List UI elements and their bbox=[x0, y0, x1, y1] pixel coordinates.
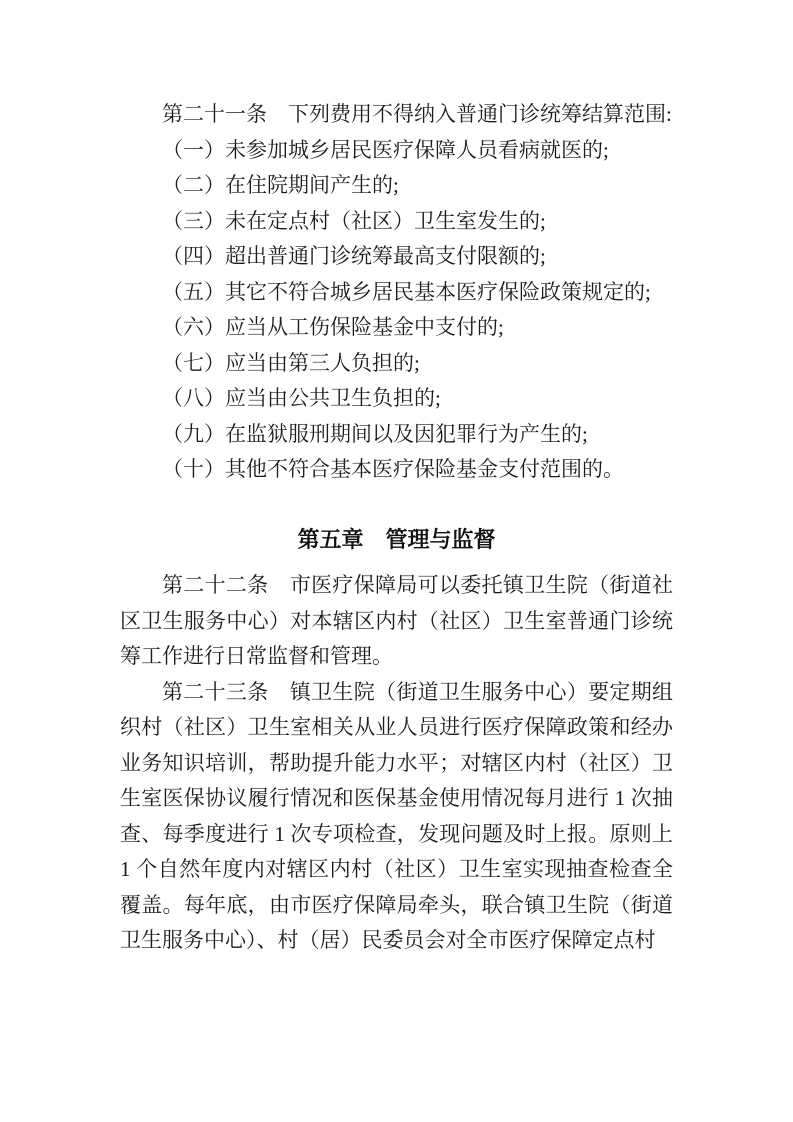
article-21-item-4: （四）超出普通门诊统筹最高支付限额的; bbox=[162, 244, 546, 268]
chapter-5-heading: 第五章 管理与监督 bbox=[297, 526, 496, 552]
article-21-item-9: （九）在监狱服刑期间以及因犯罪行为产生的; bbox=[162, 421, 588, 446]
article-21-item-6: （六）应当从工伤保险基金中支付的; bbox=[162, 315, 504, 339]
article-21-item-1: （一）未参加城乡居民医疗保障人员看病就医的; bbox=[162, 137, 609, 162]
document-content bbox=[120, 97, 673, 959]
article-22-paragraph: 第二十二条 市医疗保障局可以委托镇卫生院（街道社区卫生服务中心）对本辖区内村（社区）卫生室普通门诊统筹工作进行日常监督和管理。 bbox=[120, 573, 673, 668]
article-21-item-3: （三）未在定点村（社区）卫生室发生的; bbox=[162, 208, 546, 233]
article-21-lead: 第二十一条 下列费用不得纳入普通门诊统筹结算范围: bbox=[162, 102, 672, 126]
article-21-item-7: （七）应当由第三人负担的; bbox=[162, 350, 420, 375]
article-21-item-10: （十）其他不符合基本医疗保险基金支付范围的。 bbox=[162, 457, 624, 481]
article-21-item-5: （五）其它不符合城乡居民基本医疗保险政策规定的; bbox=[162, 279, 651, 304]
article-21-item-8: （八）应当由公共卫生负担的; bbox=[162, 386, 441, 410]
article-23-paragraph: 第二十三条 镇卫生院（街道卫生服务中心）要定期组织村（社区）卫生室相关从业人员进行医疗保障政策和经办业务知识培训，帮助提升能力水平；对辖区内村（社区）卫生室医保协议履行情况和医保基金使用情况每月进行 1 次抽查、每季度进行 1 次专项检查，发现问题及时上报。原则上 1 个自然年度内对辖区内村（社区）卫生室实现抽查检查全覆盖。每年底，由市医疗保障局牵头，联合镇卫生院（街道卫生服务中心）、村（居）民委员会对全市医疗保障定点村 bbox=[120, 679, 673, 952]
article-21-item-2: （二）在住院期间产生的; bbox=[162, 173, 399, 197]
